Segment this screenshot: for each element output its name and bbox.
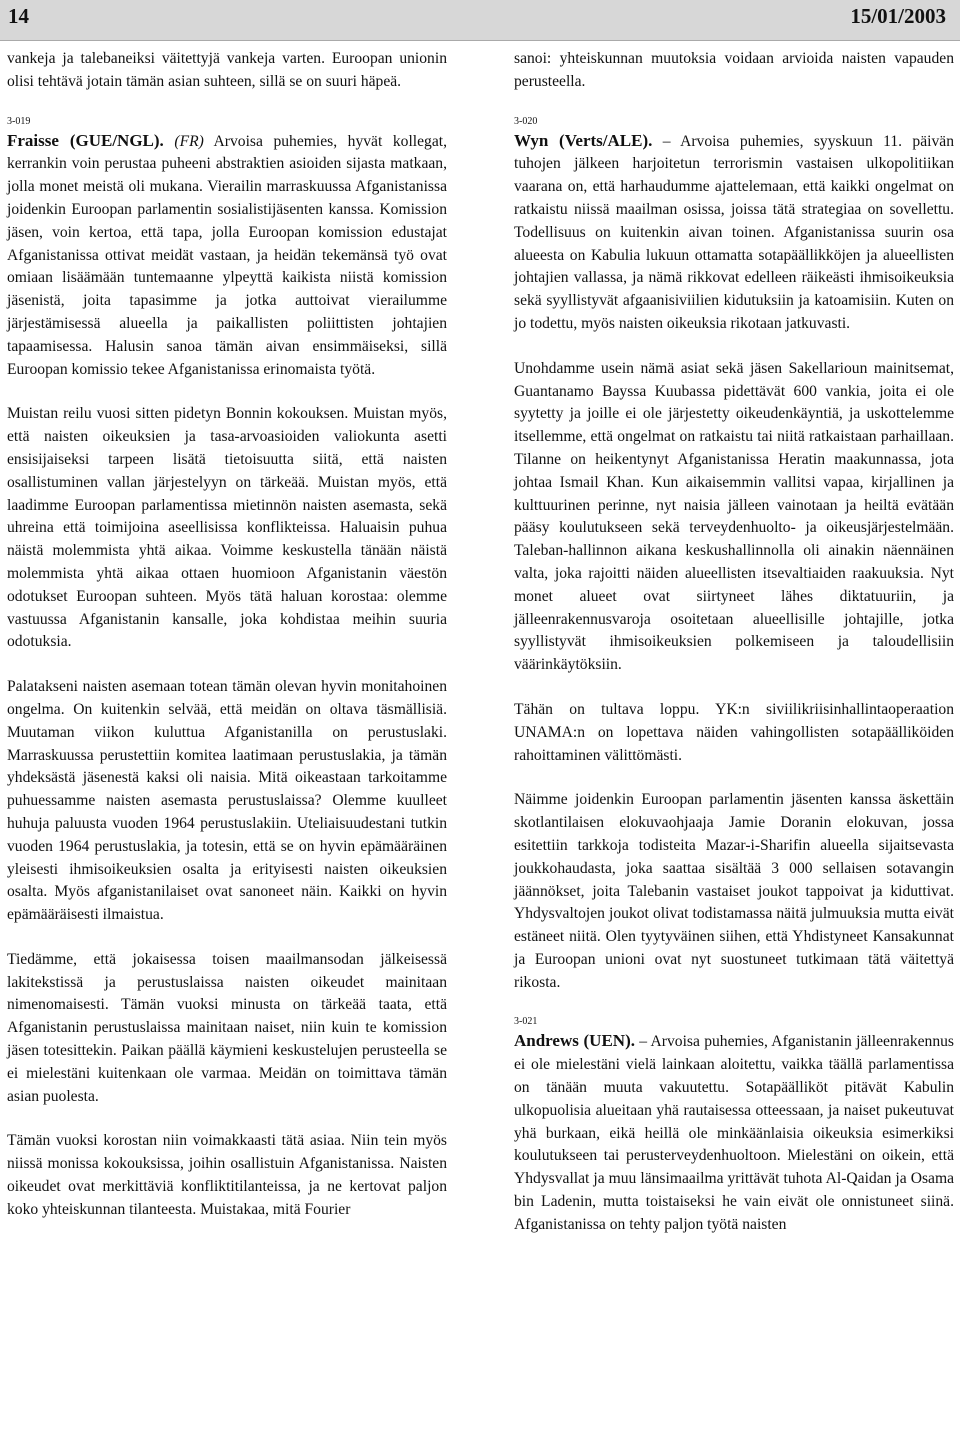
speech-text: – Arvoisa puhemies, Afganistanin jälleenrakennus ei ole mielestäni vielä lainkaan aloitettu, vaikka täällä parlamentissa on tänään muuta vakuutettu. Sotapäälliköt pitävät Kabulin ulkopuolisia alueitaan yhä rautaisessa otteessaan, ja naiset pukeutuvat yhä burkaan, eikä heillä ole minkäänlaisia oikeuksia esimerkiksi koulutukseen tai perusterveydenhuoltoon. Mielestäni on oikein, että Yhdysvallat ja muu länsimaailma yrittävät tuhota Al-Qaidan ja Osama bin Ladenin, mutta toistaiseksi he vain eivät ole onnistuneet siinä. Afganistanissa on tehty paljon työtä naisten	[514, 1033, 955, 1233]
language-tag: (FR)	[174, 132, 204, 150]
left-column	[7, 48, 447, 1244]
speaker-name: Wyn (Verts/ALE).	[514, 130, 653, 150]
speech-code: 3-019	[7, 115, 31, 127]
speech-fraisse	[7, 130, 447, 382]
paragraph: vankeja ja talebaneiksi väitettyjä vankeja varten. Euroopan unionin olisi tehtävä jotain tämän asian suhteen, sillä se on suuri häpeä.	[7, 50, 447, 90]
header-date: 15/01/2003	[850, 4, 946, 28]
paragraph: sanoi: yhteiskunnan muutoksia voidaan arvioida naisten vapauden perusteella.	[514, 50, 954, 90]
speech-andrews	[514, 1030, 954, 1236]
speaker-name: Andrews (UEN).	[514, 1031, 635, 1051]
page-number: 14	[8, 4, 29, 28]
speech-wyn	[514, 130, 954, 336]
paragraph: Näimme joidenkin Euroopan parlamentin jäsenten kanssa äskettäin skotlantilaisen elokuvaohjaaja Jamie Doranin elokuvan, jossa esitettiin tarkkoja todisteita Mazar-i-Sharifin alueella sijaitsevasta joukkohaudasta, joka saattaa sisältää 3 000 sellaisen sotavangin jäännökset, joita Talebanin vastaiset joukot tappoivat ja kiduttivat. Yhdysvaltojen joukot olivat todistamassa näitä julmuuksia mutta eivät estäneet niitä. Olen tyytyväinen siihen, että Yhdistyneet Kansakunnat ja Euroopan unioni ovat nyt suostuneet tutkimaan tätä väitettyä rikosta.	[514, 791, 954, 991]
speech-text: Arvoisa puhemies, hyvät kollegat, kerrankin voin perustaa puheeni abstraktien asioiden sijasta matkaan, jolla monet meistä oli mukana. Vierailin marraskuussa Afganistanissa joidenkin Euroopan parlamentin sosialistijäsenten kanssa. Komission jäsen, voin kertoa, että tapa, jolla Euroopan komission edustajat Afganistanissa ottivat meidät vastaan, ja heidän tekemänsä työ ovat omiaan lisäämään tuntemaanne ylpeyttä kaikista niistä komission jäsenistä, joita tapasimme ja jotka auttoivat vierailumme järjestämisessä alueella ja paikallisten poliittisten johtajien tapaamisessa. Halusin sanoa tämän aivan ensimmäiseksi, sillä Euroopan komissio tekee Afganistanissa erinomaista työtä.	[7, 132, 447, 378]
speech-code: 3-020	[514, 115, 538, 127]
right-column	[514, 48, 954, 1259]
paragraph: Tämän vuoksi korostan niin voimakkaasti tätä asiaa. Niin tein myös niissä monissa kokouksissa, joihin osallistuin Afganistanissa. Naisten oikeudet ovat merkittäviä konfliktitilanteissa, ja ne kertovat paljon koko yhteiskunnan tilanteesta. Muistakaa, mitä Fourier	[7, 1132, 447, 1218]
paragraph: Muistan reilu vuosi sitten pidetyn Bonnin kokouksen. Muistan myös, että naisten oikeuksien ja tasa-arvoasioiden valiokunta asetti ensisijaiseksi tarpeen lisätä tietoisuutta siitä, että naisten osallistuminen vallan järjestelyyn on tärkeää. Muistan myös, että laadimme Euroopan parlamentissa mietinnön naisten asemasta, sekä uhreina että toimijoina aseellisissa konflikteissa. Haluaisin puhua näistä molemmista yhtä aikaa. Voimme keskustella tänään näistä molemmista yhtä aikaa ottaen huomioon Afganistanin väestön odotukset Euroopan suhteen. Myös tätä haluan korostaa: olemme vastuussa Afganistanin kansalle, joka kohdistaa meihin suuria odotuksia.	[7, 405, 447, 651]
speaker-name: Fraisse (GUE/NGL).	[7, 130, 164, 150]
paragraph: Palatakseni naisten asemaan totean tämän olevan hyvin monitahoinen ongelma. On kuitenkin selvää, että meidän on oltava täsmällisiä. Muutaman viikon kuluttua Afganistanilla on perustuslaki. Marraskuussa perustettiin komitea laatimaan perustuslakia, ja tämän yhdeksästä jäsenestä kaksi oli naisia. Mitä oikeastaan tarkoitamme puhuessamme naisten asemasta perustuslaissa? Olemme kuulleet huhuja paluusta vuoden 1964 perustuslakiin. Uteliaisuudestani tutkin vuoden 1964 perustuslakia, ja totesin, että se on hyvin epämääräinen yleisesti ihmisoikeuksien osalta ja erityisesti naisten oikeuksien osalta. Myös afganistanilaiset ovat sanoneet näin. Kaikki on hyvin epämääräisesti ilmaistua.	[7, 678, 447, 924]
page-header	[0, 0, 960, 41]
speech-text: – Arvoisa puhemies, syyskuun 11. päivän tuhojen jälkeen harjoitetun terrorismin vastaisen ulkopolitiikan vaarana on, että harhaudumme ajattelemaan, että kaikki ongelmat on ratkaistu niissä maailman osissa, joissa tätä strategiaa on sovellettu. Todellisuus on kuitenkin aivan toinen. Afganistanissa suurin osa alueesta on Kabulia lukuun ottamatta sotapäällikköjen ja alueellisten johtajien vallassa, ja nämä rikkovat edelleen räikeästi ihmisoikeuksia sekä syyllistyvät afgaanisiviilien kidutuksiin ja katoamisiin. Kuten on jo todettu, myös naisten oikeuksia rikotaan jatkuvasti.	[514, 132, 954, 332]
paragraph: Tiedämme, että jokaisessa toisen maailmansodan jälkeisessä lakitekstissä ja perustuslaissa naisten oikeudet mainitaan nimenomaisesti. Tämän vuoksi minusta on tärkeää taata, että Afganistanin perustuslaissa mainitaan naiset, niin kuin te komission jäsen totesittekin. Paikan päällä käymieni keskustelujen perusteella se ei mielestäni kuitenkaan ole varmaa. Meidän on toimittava tämän asian puolesta.	[7, 950, 447, 1105]
paragraph: Tähän on tultava loppu. YK:n siviilikriisinhallintaoperaation UNAMA:n on lopettava näiden vahingollisten sotapäälliköiden rahoittaminen välittömästi.	[514, 700, 954, 764]
speech-code: 3-021	[514, 1016, 538, 1028]
paragraph: Unohdamme usein nämä asiat sekä jäsen Sakellarioun mainitsemat, Guantanamo Bayssa Kuubassa pidettävät 600 vankia, joita ei ole syytetty ja joille ei ole järjestetty oikeudenkäyntiä, ja uskottelemme itsellemme, että ongelmat on ratkaistu tai niitä ratkaistaan parhaillaan. Tilanne on heikentynyt Afganistanissa Heratin maakunnassa, jota johtaa Ismail Khan. Kun aikaisemmin vallitsi vapaa, kirjallinen ja kulttuurinen perinne, nyt naisia jälleen vainotaan ja heiltä evätään pääsy koulutukseen sekä terveydenhuolto- ja oikeusjärjestelmään. Taleban-hallinnon aikana keskushallinnolla oli ainakin näennäinen valta, joka rajoitti näiden alueellisten itsevaltiaiden raakuuksia. Nyt monet alueet ovat siirtyneet lähes diktatuuriin, ja jälleenrakennusvaroja osoitetaan alueellisille johtajille, jotka syyllistyvät ihmisoikeuksien polkemiseen ja taloudellisiin väärinkäytöksiin.	[514, 359, 954, 674]
